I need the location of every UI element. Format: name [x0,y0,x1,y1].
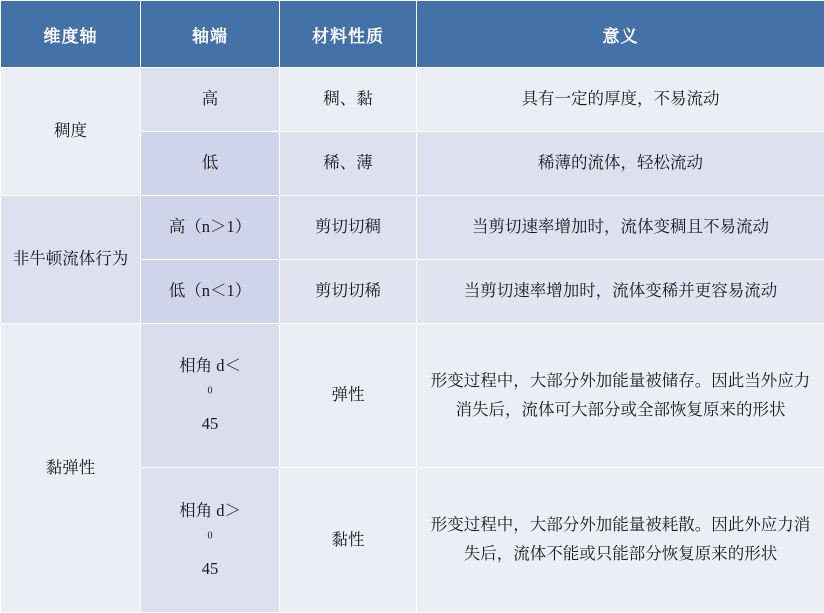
axis-end-cell: 低（n＜1） [141,259,280,323]
material-property-cell: 剪切切稀 [280,259,417,323]
material-property-cell: 弹性 [280,323,417,468]
axis-end-cell: 高 [141,68,280,132]
table-header-row [1,1,824,68]
table-row [1,68,824,132]
phase-angle-value: 45 [201,558,219,578]
meaning-cell: 稀薄的流体，轻松流动 [417,131,824,195]
phase-angle-label: 相角 d＜ [179,356,241,376]
material-property-cell: 稀、薄 [280,131,417,195]
phase-angle-value: 45 [201,414,219,434]
axis-end-cell [141,468,280,613]
column-header-dimension-axis: 维度轴 [1,1,141,68]
meaning-cell: 形变过程中，大部分外加能量被储存。因此当外应力消失后，流体可大部分或全部恢复原来的形状 [417,323,824,468]
phase-angle-superscript: 0 [207,530,213,542]
meaning-cell: 具有一定的厚度，不易流动 [417,68,824,132]
material-property-cell: 稠、黏 [280,68,417,132]
phase-angle-superscript: 0 [207,385,213,397]
table-header [1,1,824,68]
phase-angle-label: 相角 d＞ [179,500,241,520]
axis-cell-viscoelasticity: 黏弹性 [1,323,141,612]
column-header-meaning: 意义 [417,1,824,68]
table-body [1,68,824,613]
meaning-cell: 当剪切速率增加时，流体变稀并更容易流动 [417,259,824,323]
meaning-cell: 形变过程中，大部分外加能量被耗散。因此外应力消失后，流体不能或只能部分恢复原来的形状 [417,468,824,613]
axis-cell-consistency: 稠度 [1,68,141,196]
column-header-axis-end: 轴端 [141,1,280,68]
axis-cell-non-newtonian-behavior: 非牛顿流体行为 [1,195,141,323]
column-header-material-property: 材料性质 [280,1,417,68]
axis-end-cell: 低 [141,131,280,195]
material-property-cell: 剪切切稠 [280,195,417,259]
table-row [1,323,824,468]
axis-end-cell: 高（n＞1） [141,195,280,259]
axis-end-cell [141,323,280,468]
material-property-cell: 黏性 [280,468,417,613]
meaning-cell: 当剪切速率增加时，流体变稠且不易流动 [417,195,824,259]
table-row [1,195,824,259]
